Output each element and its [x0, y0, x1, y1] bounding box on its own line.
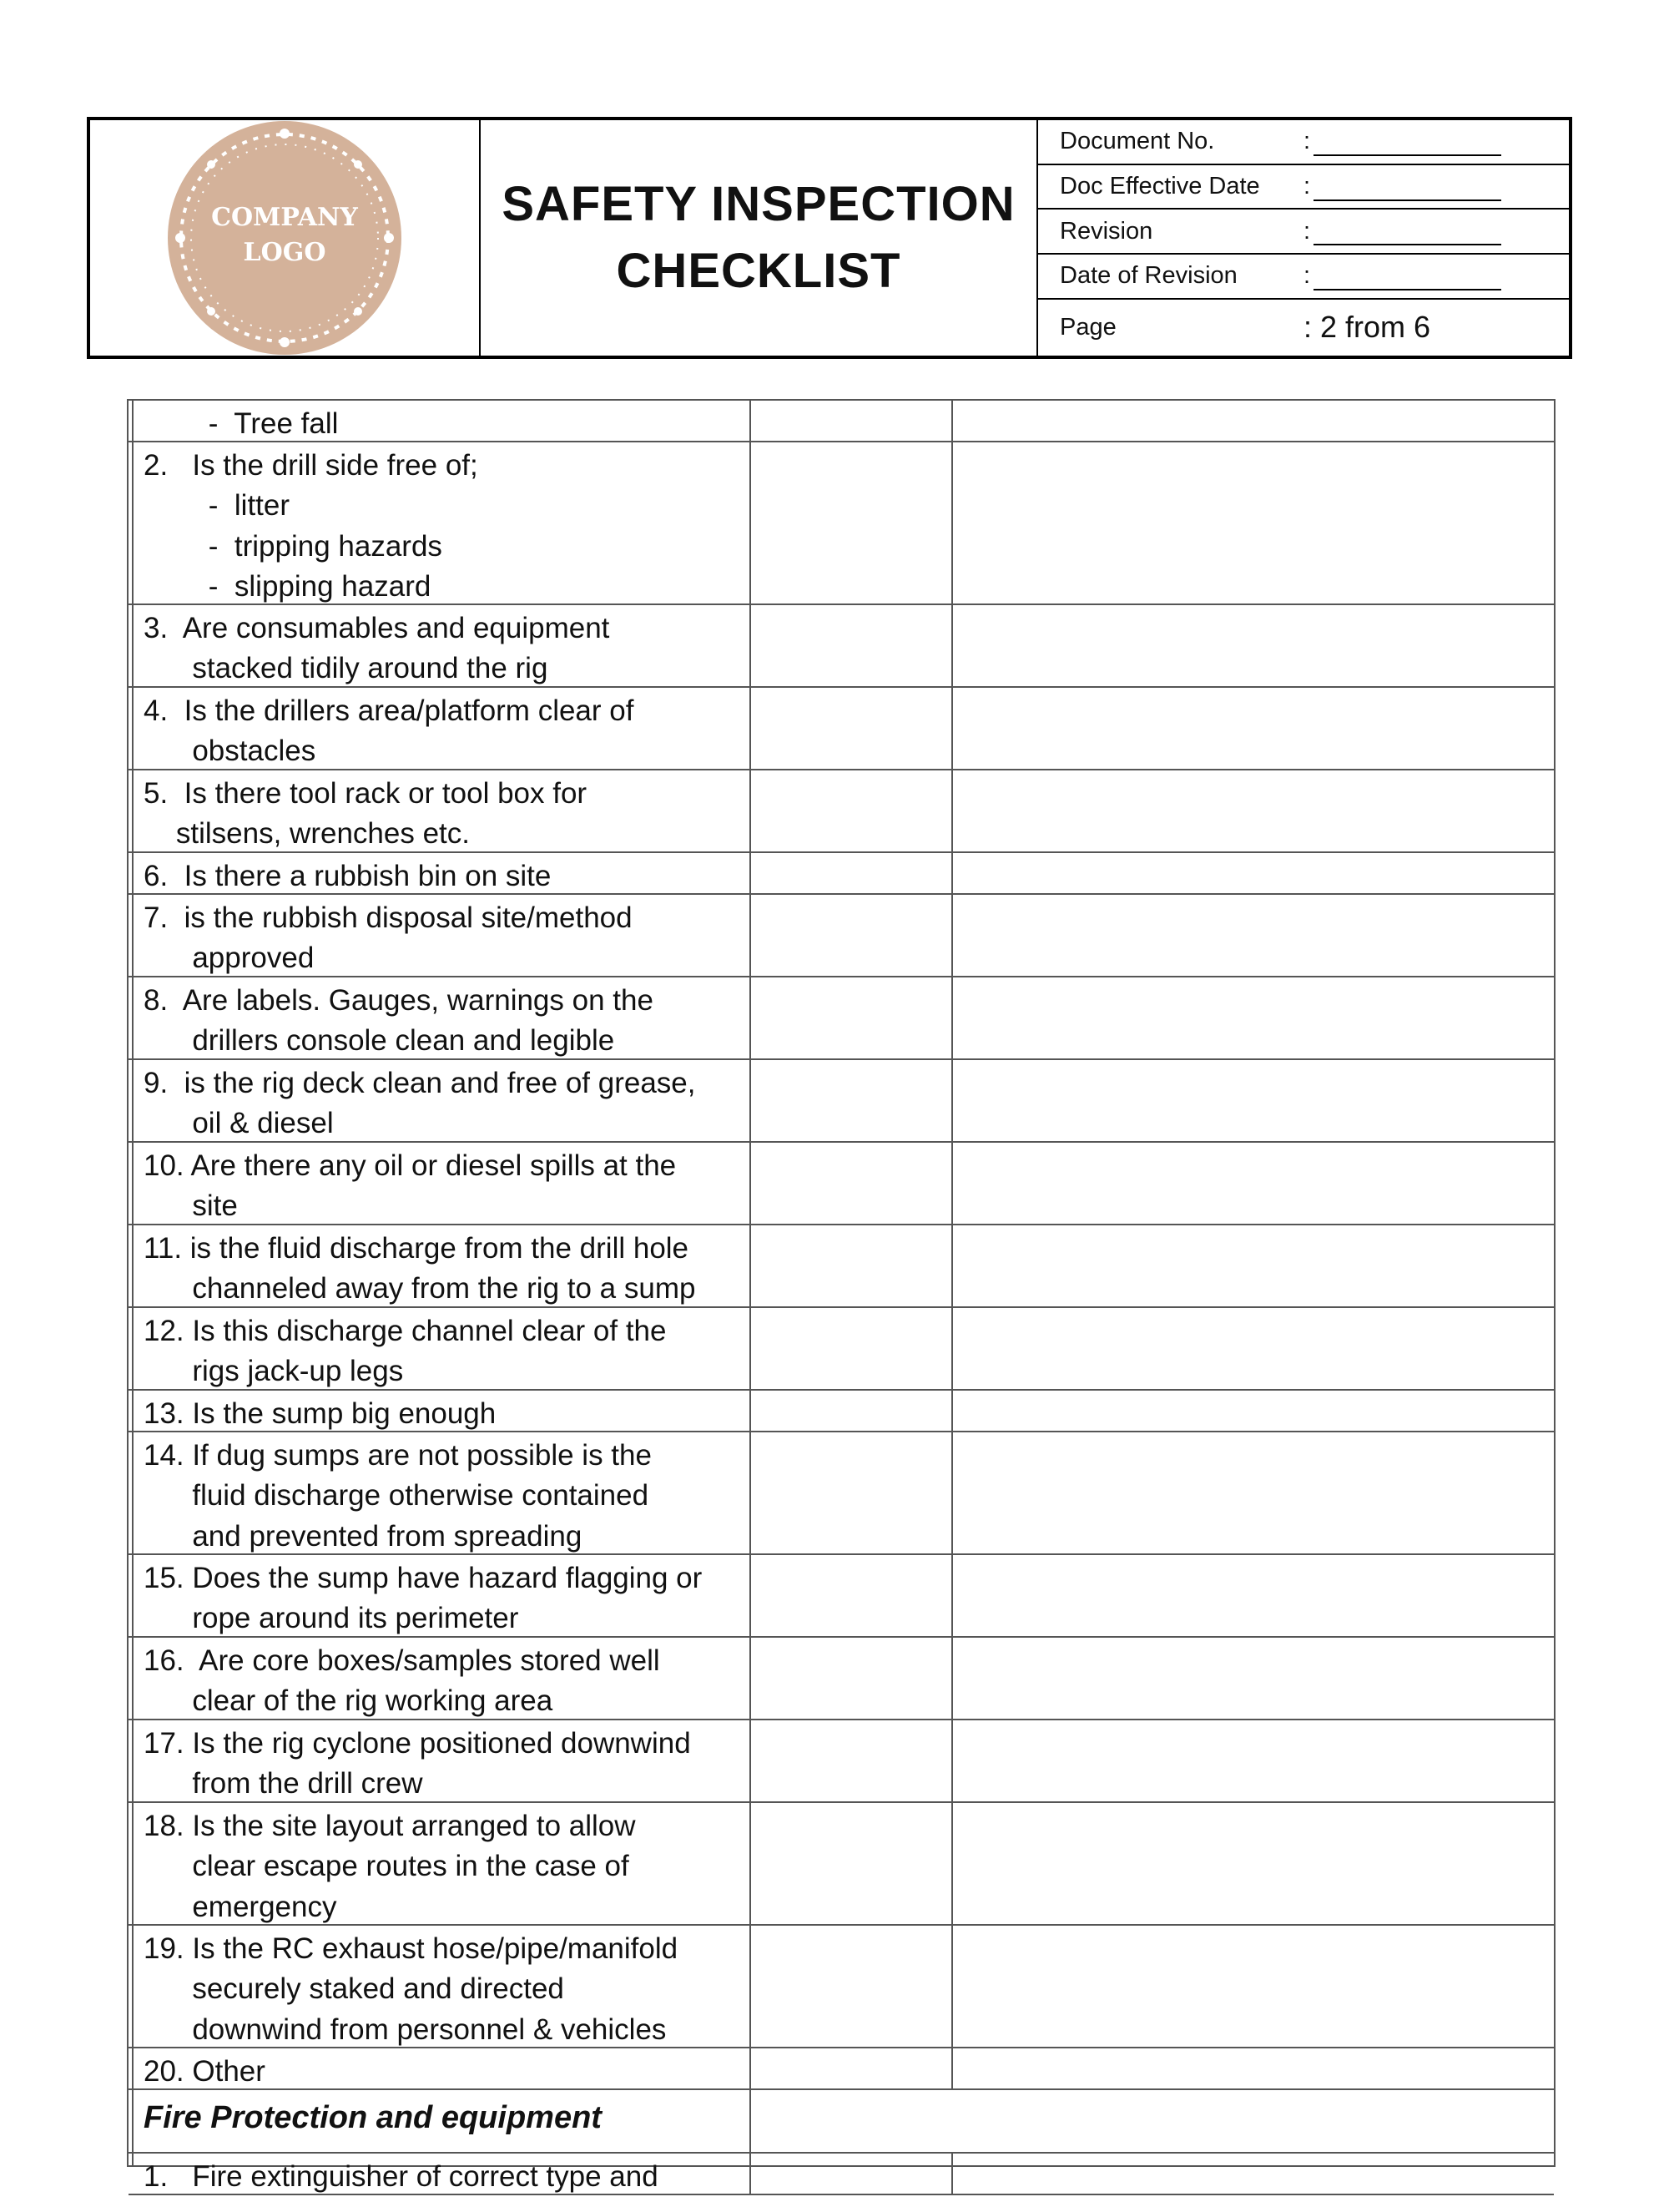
question-text: 9. is the rig deck clean and free of grease, oil & diesel	[144, 1067, 696, 1140]
question-cell	[134, 1803, 751, 1924]
remarks-cell[interactable]	[953, 2154, 1554, 2194]
document-title-line1: SAFETY INSPECTION	[502, 177, 1016, 231]
question-cell	[134, 895, 751, 976]
answer-cell[interactable]	[751, 1638, 953, 1719]
meta-value-blank	[1314, 274, 1501, 290]
answer-cell[interactable]	[751, 895, 953, 976]
remarks-cell[interactable]	[953, 1432, 1554, 1553]
question-cell	[134, 770, 751, 851]
meta-row-revision: Revision :	[1038, 210, 1569, 255]
question-cell	[134, 853, 751, 893]
remarks-cell[interactable]	[953, 1926, 1554, 2047]
question-text: - Tree fall	[144, 407, 339, 440]
remarks-cell[interactable]	[953, 2048, 1554, 2088]
question-cell	[134, 688, 751, 769]
logo-text-line1: COMPANY	[211, 203, 358, 232]
question-text: 6. Is there a rubbish bin on site	[144, 860, 552, 892]
question-text: 18. Is the site layout arranged to allow clear escape routes in the case of emergency	[144, 1810, 636, 1923]
answer-cell[interactable]	[751, 2154, 953, 2194]
table-row	[129, 853, 1554, 895]
question-cell	[134, 2154, 751, 2194]
table-row	[129, 1803, 1554, 1926]
question-text: 16. Are core boxes/samples stored well clear of the rig working area	[144, 1644, 660, 1718]
question-text: 14. If dug sumps are not possible is the fluid discharge otherwise contained and prevented from spreading	[144, 1439, 652, 1553]
remarks-cell[interactable]	[953, 1391, 1554, 1431]
answer-cell[interactable]	[751, 442, 953, 604]
question-cell	[134, 401, 751, 441]
question-cell	[134, 1432, 751, 1553]
question-cell	[134, 605, 751, 686]
page-number: : 2 from 6	[1303, 310, 1431, 345]
answer-cell[interactable]	[751, 977, 953, 1058]
table-row	[129, 895, 1554, 977]
document-meta	[1038, 120, 1569, 356]
table-row	[129, 1555, 1554, 1638]
section-blank-cell	[751, 2090, 1554, 2152]
question-cell	[134, 1060, 751, 1141]
remarks-cell[interactable]	[953, 401, 1554, 441]
meta-value-blank	[1314, 139, 1501, 156]
question-text: 2. Is the drill side free of; - litter - tripping hazards - slipping hazard	[144, 449, 478, 603]
section-title: Fire Protection and equipment	[144, 2100, 602, 2135]
meta-label: Date of Revision	[1060, 262, 1238, 290]
section-title-cell	[134, 2090, 751, 2152]
title-cell	[481, 120, 1038, 356]
question-text: 20. Other	[144, 2055, 265, 2088]
section-row-fire-protection	[129, 2090, 1554, 2154]
answer-cell[interactable]	[751, 401, 953, 441]
question-cell	[134, 1391, 751, 1431]
meta-label: Revision	[1060, 217, 1153, 245]
question-text: 13. Is the sump big enough	[144, 1397, 497, 1430]
meta-value-blank	[1314, 229, 1501, 245]
question-text: 7. is the rubbish disposal site/method approved	[144, 901, 633, 975]
question-text: 19. Is the RC exhaust hose/pipe/manifold securely staked and directed downwind from personnel & vehicles	[144, 1932, 678, 2046]
answer-cell[interactable]	[751, 1926, 953, 2047]
remarks-cell[interactable]	[953, 605, 1554, 686]
remarks-cell[interactable]	[953, 1803, 1554, 1924]
meta-row-page	[1038, 300, 1569, 356]
table-row	[129, 442, 1554, 605]
answer-cell[interactable]	[751, 1143, 953, 1224]
question-text: 5. Is there tool rack or tool box for stilsens, wrenches etc.	[144, 777, 587, 851]
meta-row-document-no: Document No. :	[1038, 120, 1569, 165]
question-cell	[134, 442, 751, 604]
question-text: 17. Is the rig cyclone positioned downwind from the drill crew	[144, 1727, 691, 1800]
question-text: 10. Are there any oil or diesel spills at the site	[144, 1149, 677, 1223]
remarks-cell[interactable]	[953, 688, 1554, 769]
remarks-cell[interactable]	[953, 1638, 1554, 1719]
remarks-cell[interactable]	[953, 1225, 1554, 1306]
answer-cell[interactable]	[751, 1225, 953, 1306]
table-row	[129, 1926, 1554, 2048]
table-row	[129, 770, 1554, 853]
answer-cell[interactable]	[751, 1060, 953, 1141]
remarks-cell[interactable]	[953, 895, 1554, 976]
logo-text-line2: LOGO	[243, 238, 326, 267]
meta-label: Document No.	[1060, 128, 1215, 155]
answer-cell[interactable]	[751, 770, 953, 851]
table-row	[129, 688, 1554, 770]
remarks-cell[interactable]	[953, 1555, 1554, 1636]
question-cell	[134, 977, 751, 1058]
question-cell	[134, 1926, 751, 2047]
question-cell	[134, 1143, 751, 1224]
table-row	[129, 1143, 1554, 1225]
table-row	[129, 1225, 1554, 1308]
question-cell	[134, 1225, 751, 1306]
question-cell	[134, 1308, 751, 1389]
question-cell	[134, 1720, 751, 1801]
meta-value-blank	[1314, 184, 1501, 201]
table-row	[129, 1638, 1554, 1720]
question-text: 4. Is the drillers area/platform clear of obstacles	[144, 694, 634, 768]
table-row	[129, 2048, 1554, 2090]
remarks-cell[interactable]	[953, 1060, 1554, 1141]
logo-cell	[90, 120, 481, 356]
table-row	[129, 977, 1554, 1060]
question-text: 15. Does the sump have hazard flagging or rope around its perimeter	[144, 1562, 703, 1635]
answer-cell[interactable]	[751, 1391, 953, 1431]
meta-row-effective-date: Doc Effective Date :	[1038, 165, 1569, 210]
answer-cell[interactable]	[751, 1308, 953, 1389]
remarks-cell[interactable]	[953, 770, 1554, 851]
table-row	[129, 1060, 1554, 1143]
question-text: 12. Is this discharge channel clear of the rigs jack-up legs	[144, 1315, 667, 1388]
question-text: 8. Are labels. Gauges, warnings on the drillers console clean and legible	[144, 984, 653, 1058]
answer-cell[interactable]	[751, 605, 953, 686]
remarks-cell[interactable]	[953, 442, 1554, 604]
answer-cell[interactable]	[751, 853, 953, 893]
meta-label: Doc Effective Date	[1060, 173, 1260, 200]
answer-cell[interactable]	[751, 2048, 953, 2088]
remarks-cell[interactable]	[953, 977, 1554, 1058]
table-row	[129, 1391, 1554, 1432]
table-row	[129, 1432, 1554, 1555]
question-text: 1. Fire extinguisher of correct type and	[144, 2160, 658, 2193]
answer-cell[interactable]	[751, 1555, 953, 1636]
document-header	[87, 117, 1572, 359]
question-cell	[134, 1555, 751, 1636]
table-row	[129, 1308, 1554, 1391]
table-row	[129, 401, 1554, 442]
document-title-line2: CHECKLIST	[616, 244, 901, 298]
answer-cell[interactable]	[751, 1720, 953, 1801]
question-cell	[134, 2048, 751, 2088]
question-text: 11. is the fluid discharge from the drill hole channeled away from the rig to a sump	[144, 1232, 696, 1305]
remarks-cell[interactable]	[953, 1308, 1554, 1389]
table-row	[129, 2154, 1554, 2195]
question-cell	[134, 1638, 751, 1719]
meta-label: Page	[1060, 313, 1117, 341]
remarks-cell[interactable]	[953, 1720, 1554, 1801]
company-logo	[159, 117, 410, 359]
answer-cell[interactable]	[751, 1803, 953, 1924]
answer-cell[interactable]	[751, 688, 953, 769]
remarks-cell[interactable]	[953, 853, 1554, 893]
checklist-table	[127, 399, 1556, 2193]
meta-row-date-of-revision: Date of Revision :	[1038, 255, 1569, 300]
answer-cell[interactable]	[751, 1432, 953, 1553]
remarks-cell[interactable]	[953, 1143, 1554, 1224]
table-row	[129, 605, 1554, 688]
question-text: 3. Are consumables and equipment stacked tidily around the rig	[144, 612, 610, 685]
table-row	[129, 1720, 1554, 1803]
